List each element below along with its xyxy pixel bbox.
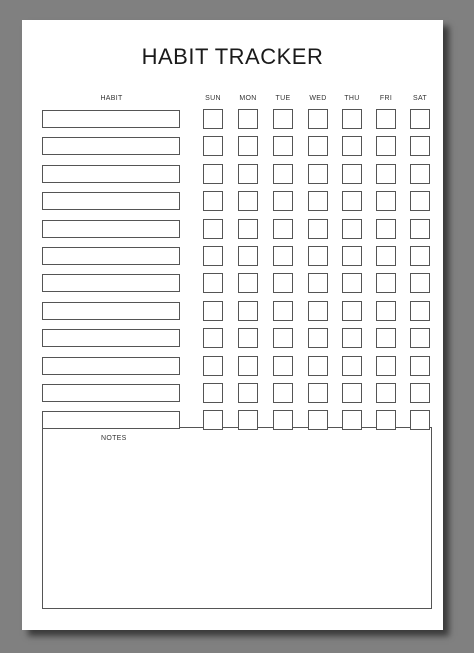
- day-checkbox-sun[interactable]: [203, 383, 223, 403]
- day-checkbox-sun[interactable]: [203, 246, 223, 266]
- day-checkbox-tue[interactable]: [273, 273, 293, 293]
- day-checkbox-sun[interactable]: [203, 109, 223, 129]
- day-checkbox-tue[interactable]: [273, 219, 293, 239]
- habit-name-field[interactable]: [42, 192, 180, 210]
- day-checkbox-sat[interactable]: [410, 246, 430, 266]
- day-checkbox-thu[interactable]: [342, 410, 362, 430]
- day-checkbox-sat[interactable]: [410, 383, 430, 403]
- habit-column-header: HABIT: [100, 95, 123, 102]
- notes-label: NOTES: [101, 435, 127, 442]
- day-checkbox-thu[interactable]: [342, 136, 362, 156]
- day-checkbox-sun[interactable]: [203, 136, 223, 156]
- day-checkbox-mon[interactable]: [238, 301, 258, 321]
- day-checkbox-thu[interactable]: [342, 273, 362, 293]
- habit-name-field[interactable]: [42, 110, 180, 128]
- day-checkbox-fri[interactable]: [376, 383, 396, 403]
- day-checkbox-sun[interactable]: [203, 273, 223, 293]
- day-checkbox-fri[interactable]: [376, 273, 396, 293]
- day-header-thu: THU: [344, 95, 360, 102]
- day-checkbox-wed[interactable]: [308, 219, 328, 239]
- day-checkbox-thu[interactable]: [342, 191, 362, 211]
- day-header-sun: SUN: [205, 95, 221, 102]
- day-checkbox-wed[interactable]: [308, 246, 328, 266]
- day-checkbox-fri[interactable]: [376, 328, 396, 348]
- day-checkbox-mon[interactable]: [238, 109, 258, 129]
- day-checkbox-wed[interactable]: [308, 136, 328, 156]
- day-header-fri: FRI: [379, 95, 393, 102]
- day-checkbox-fri[interactable]: [376, 301, 396, 321]
- habit-name-field[interactable]: [42, 274, 180, 292]
- habit-name-field[interactable]: [42, 411, 180, 429]
- day-checkbox-fri[interactable]: [376, 164, 396, 184]
- day-checkbox-sat[interactable]: [410, 273, 430, 293]
- day-checkbox-tue[interactable]: [273, 164, 293, 184]
- habit-name-field[interactable]: [42, 165, 180, 183]
- day-checkbox-mon[interactable]: [238, 410, 258, 430]
- day-checkbox-wed[interactable]: [308, 410, 328, 430]
- day-checkbox-wed[interactable]: [308, 191, 328, 211]
- day-checkbox-fri[interactable]: [376, 191, 396, 211]
- day-checkbox-thu[interactable]: [342, 328, 362, 348]
- day-checkbox-wed[interactable]: [308, 383, 328, 403]
- day-checkbox-tue[interactable]: [273, 383, 293, 403]
- day-checkbox-sat[interactable]: [410, 328, 430, 348]
- page-title: HABIT TRACKER: [141, 44, 324, 69]
- habit-tracker-sheet: [22, 20, 443, 630]
- day-checkbox-tue[interactable]: [273, 410, 293, 430]
- day-checkbox-mon[interactable]: [238, 191, 258, 211]
- day-checkbox-tue[interactable]: [273, 136, 293, 156]
- day-checkbox-fri[interactable]: [376, 356, 396, 376]
- day-header-sat: SAT: [413, 95, 427, 102]
- day-checkbox-sat[interactable]: [410, 301, 430, 321]
- habit-name-field[interactable]: [42, 384, 180, 402]
- habit-name-field[interactable]: [42, 302, 180, 320]
- day-checkbox-wed[interactable]: [308, 356, 328, 376]
- day-checkbox-thu[interactable]: [342, 109, 362, 129]
- day-checkbox-sun[interactable]: [203, 191, 223, 211]
- day-checkbox-mon[interactable]: [238, 219, 258, 239]
- day-checkbox-wed[interactable]: [308, 164, 328, 184]
- day-checkbox-wed[interactable]: [308, 328, 328, 348]
- day-checkbox-mon[interactable]: [238, 164, 258, 184]
- day-checkbox-mon[interactable]: [238, 383, 258, 403]
- day-checkbox-tue[interactable]: [273, 328, 293, 348]
- day-checkbox-sun[interactable]: [203, 328, 223, 348]
- habit-name-field[interactable]: [42, 220, 180, 238]
- day-checkbox-tue[interactable]: [273, 356, 293, 376]
- day-checkbox-sun[interactable]: [203, 356, 223, 376]
- day-checkbox-sun[interactable]: [203, 410, 223, 430]
- day-checkbox-thu[interactable]: [342, 219, 362, 239]
- day-checkbox-thu[interactable]: [342, 356, 362, 376]
- day-checkbox-thu[interactable]: [342, 246, 362, 266]
- day-checkbox-mon[interactable]: [238, 246, 258, 266]
- day-checkbox-mon[interactable]: [238, 356, 258, 376]
- day-checkbox-sat[interactable]: [410, 219, 430, 239]
- day-checkbox-mon[interactable]: [238, 273, 258, 293]
- day-checkbox-thu[interactable]: [342, 301, 362, 321]
- day-checkbox-fri[interactable]: [376, 246, 396, 266]
- day-checkbox-wed[interactable]: [308, 273, 328, 293]
- day-checkbox-sat[interactable]: [410, 164, 430, 184]
- day-header-wed: WED: [309, 95, 327, 102]
- notes-box[interactable]: [42, 427, 432, 609]
- day-checkbox-sun[interactable]: [203, 164, 223, 184]
- day-checkbox-thu[interactable]: [342, 383, 362, 403]
- day-checkbox-sat[interactable]: [410, 410, 430, 430]
- day-checkbox-tue[interactable]: [273, 109, 293, 129]
- habit-name-field[interactable]: [42, 137, 180, 155]
- day-checkbox-fri[interactable]: [376, 109, 396, 129]
- day-checkbox-wed[interactable]: [308, 109, 328, 129]
- habit-name-field[interactable]: [42, 247, 180, 265]
- day-header-mon: MON: [239, 95, 257, 102]
- day-checkbox-sat[interactable]: [410, 356, 430, 376]
- day-checkbox-sat[interactable]: [410, 136, 430, 156]
- day-checkbox-thu[interactable]: [342, 164, 362, 184]
- day-checkbox-tue[interactable]: [273, 301, 293, 321]
- day-checkbox-sun[interactable]: [203, 219, 223, 239]
- day-checkbox-sat[interactable]: [410, 191, 430, 211]
- day-checkbox-fri[interactable]: [376, 410, 396, 430]
- day-checkbox-fri[interactable]: [376, 136, 396, 156]
- habit-name-field[interactable]: [42, 357, 180, 375]
- day-checkbox-sun[interactable]: [203, 301, 223, 321]
- day-checkbox-fri[interactable]: [376, 219, 396, 239]
- day-checkbox-wed[interactable]: [308, 301, 328, 321]
- day-checkbox-tue[interactable]: [273, 191, 293, 211]
- day-checkbox-sat[interactable]: [410, 109, 430, 129]
- day-checkbox-mon[interactable]: [238, 136, 258, 156]
- habit-name-field[interactable]: [42, 329, 180, 347]
- day-checkbox-mon[interactable]: [238, 328, 258, 348]
- day-checkbox-tue[interactable]: [273, 246, 293, 266]
- day-header-tue: TUE: [275, 95, 291, 102]
